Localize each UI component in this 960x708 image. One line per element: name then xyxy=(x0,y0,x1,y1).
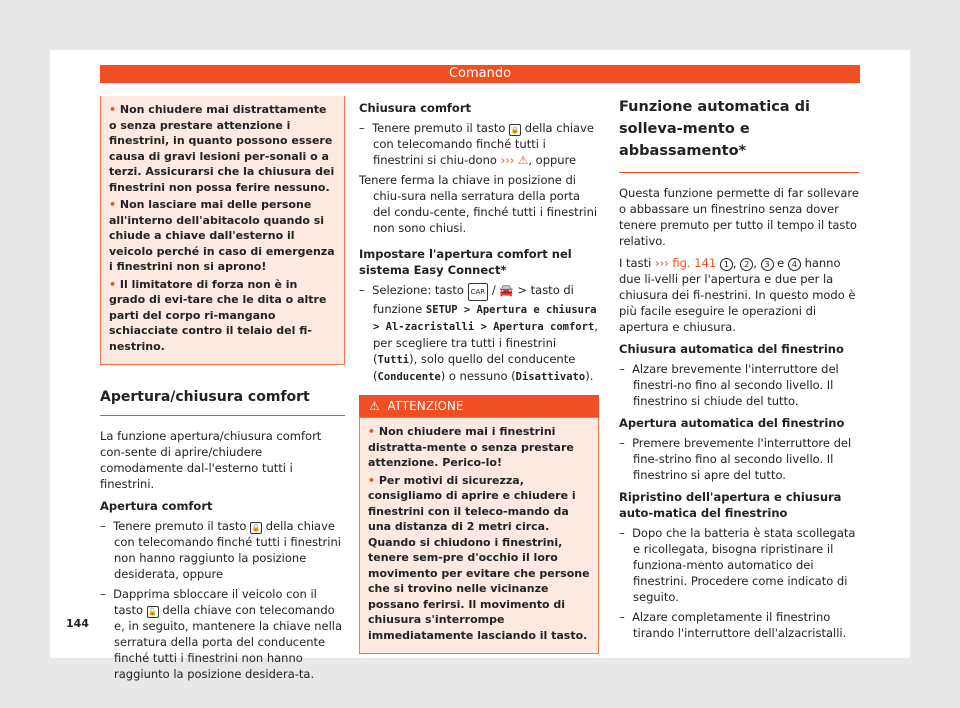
column-1 xyxy=(100,96,345,686)
list-item: – Alzare completamente il finestrino tirando l'interruttore dell'alzacristalli. xyxy=(619,610,847,640)
list-item: Tenere ferma la chiave in posizione di chiu-sura nella serratura della porta del condu-cente, finché tutti i finestrini non sono chiusi. xyxy=(359,173,598,235)
warning-item: • Non chiudere mai i finestrini distratta-mente o senza prestare attenzione. Perico-lo! xyxy=(368,425,574,469)
subheading: Apertura comfort xyxy=(100,499,213,513)
intro-text: La funzione apertura/chiusura comfort con-sente di aprire/chiudere comodamente dal-l'esterno tutti i finestrini. xyxy=(100,429,322,491)
list-item: – Dopo che la batteria è stata scollegata e ricollegata, bisogna ripristinare il funziona-mento automatico dei finestrini. Procedere come indicato di seguito. xyxy=(619,526,856,604)
subheading: Chiusura comfort xyxy=(359,101,471,115)
unlock-key-icon: 🔓 xyxy=(148,608,158,616)
warning-item: • Per motivi di sicurezza, consigliamo di aprire e chiudere i finestrini con il teleco-mando da una distanza di 2 metri circa. Quando si chiudono i finestrini, tenere sem-pre d'occhio il loro movimento per evitare che persone che si trovino nelle vicinanze possano ferirsi. Il movimento di chiusura s'interrompe immediatamente lasciando il tasto. xyxy=(368,473,590,642)
intro-text: Questa funzione permette di far sollevare o abbassare un finestrino senza dover tenere premuto per tutto il tempo il tasto relativo. xyxy=(619,186,859,248)
list-item: – Tenere premuto il tasto 🔓 della chiave con telecomando finché tutti i finestrini non hanno raggiunto la posizione desiderata, oppure xyxy=(100,519,341,581)
warning-item: • Non chiudere mai distrattamente o senza prestare attenzione i finestrini, in quanto possono essere causa di gravi lesioni per-sonali o a terzi. Assicurarsi che la chiusura dei finestrini non possa ferire nessuno. xyxy=(109,103,335,194)
subheading: Impostare l'apertura comfort nel sistema Easy Connect* xyxy=(359,247,572,277)
list-item: – Alzare brevemente l'interruttore del finestri-no fino al secondo livello. Il finestrino si chiude del tutto. xyxy=(619,362,839,408)
warning-item: • Il limitatore di forza non è in grado di evi-tare che le dita o altre parti del corpo ri-mangano schiacciate contro il telaio del fi-nestrino. xyxy=(109,277,327,353)
car-icon: 🚘 xyxy=(499,283,514,297)
list-item: – Tenere premuto il tasto 🔒 della chiave con telecomando finché tutti i finestrini si chiu-dono ››› ⚠, oppure xyxy=(359,121,594,167)
section-title: Apertura/chiusura comfort xyxy=(100,389,345,416)
page-number: 144 xyxy=(66,617,89,630)
subheading: Chiusura automatica del finestrino xyxy=(619,342,844,356)
warning-box-continued xyxy=(100,96,345,365)
car-button-icon: CAR xyxy=(468,283,489,301)
list-item: – Dapprima sbloccare il veicolo con il tasto 🔓 della chiave con telecomando e, in seguito, mantenere la chiave nella serratura della porta del conducente finché tutti i finestrini non hanno raggiunto la posizione desidera-ta. xyxy=(100,587,343,681)
list-item: – Selezione: tasto CAR / 🚘 > tasto di funzione SETUP > Apertura e chiusura > Al-zacristalli > Apertura comfort, per scegliere tra tutti i finestrini (Tutti), solo quello del conducente (Conducente) o nessuno (Disattivato). xyxy=(359,283,598,383)
list-item: – Premere brevemente l'interruttore del fine-strino fino al secondo livello. Il finestrino si apre del tutto. xyxy=(619,436,852,482)
subheading: Ripristino dell'apertura e chiusura auto-matica del finestrino xyxy=(619,490,842,520)
lock-key-icon: 🔒 xyxy=(510,126,520,134)
warning-triangle-icon: ⚠ xyxy=(369,399,380,413)
keys-text: I tasti ››› fig. 141 1 , 2 , 3 e 4 hanno due li-velli per l'apertura e due per la chiusura dei fi-nestrini. In questo modo è più facile eseguire le operazioni di apertura e chiusura. xyxy=(619,256,856,334)
figure-reference[interactable]: fig. 141 xyxy=(672,256,717,270)
reference-arrows-icon: ››› xyxy=(500,153,515,167)
column-3 xyxy=(619,96,859,645)
page-header: Comando xyxy=(100,65,860,83)
warning-title: ⚠ ATTENZIONE xyxy=(359,395,599,417)
reference-arrows-icon: ››› xyxy=(654,256,669,270)
subheading: Apertura automatica del finestrino xyxy=(619,416,845,430)
warning-box xyxy=(359,417,599,654)
warning-triangle-icon: ⚠ xyxy=(518,153,529,167)
unlock-key-icon: 🔓 xyxy=(251,524,261,532)
column-2 xyxy=(359,96,599,654)
warning-item: • Non lasciare mai delle persone all'interno dell'abitacolo quando si chiude a chiave dall'esterno il veicolo perché in caso di emergenza i finestrini non si aprono! xyxy=(109,198,335,273)
section-title: Funzione automatica di solleva-mento e abbassamento* xyxy=(619,96,859,173)
